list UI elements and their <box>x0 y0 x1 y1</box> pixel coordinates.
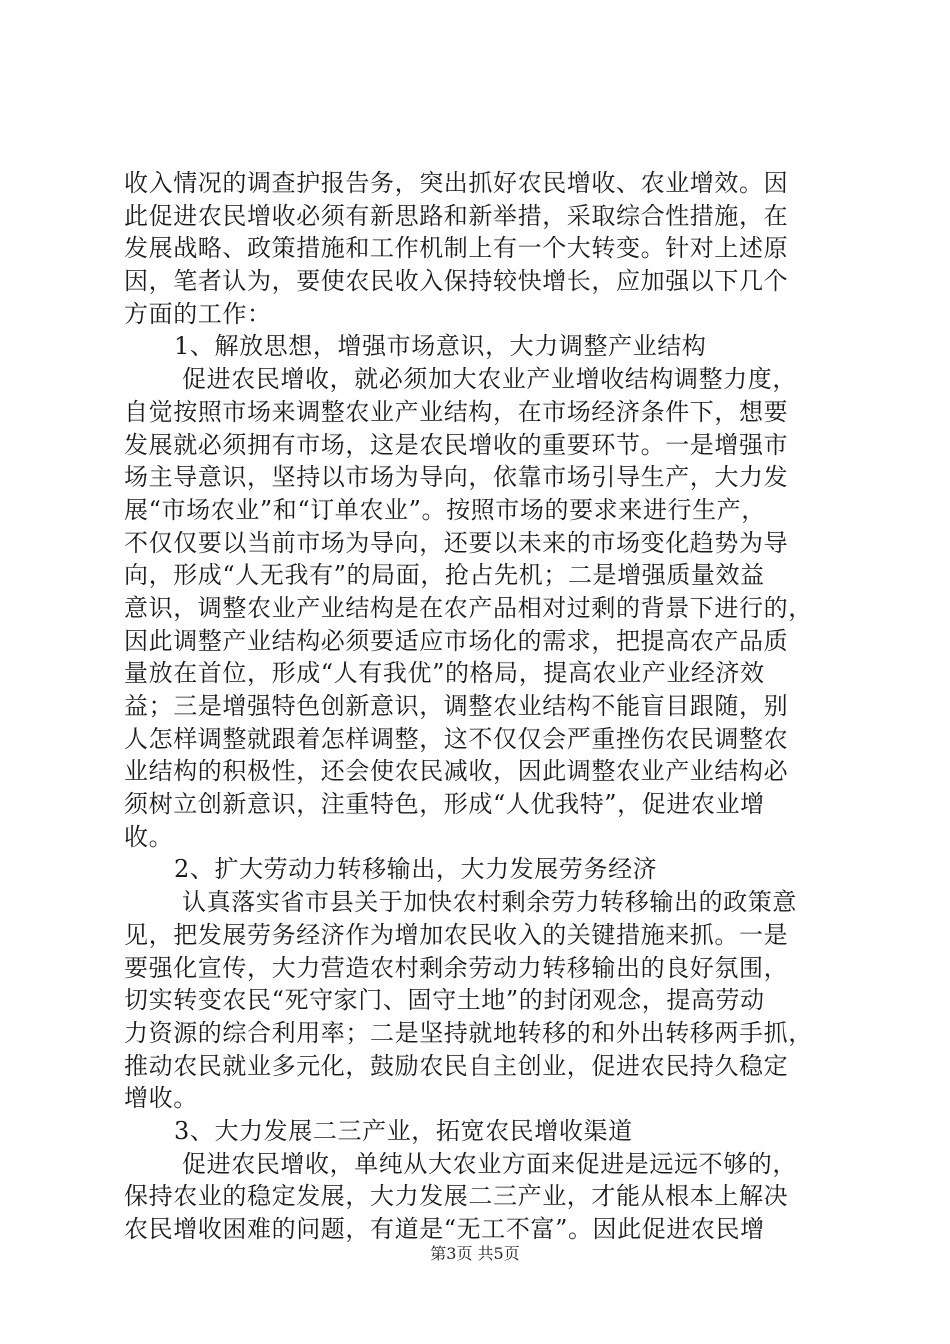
text-line: 要强化宣传，大力营造农村剩余劳动力转移输出的良好氛围， <box>124 953 789 982</box>
paragraph-first-line: 促进农民增收，就必须加大农业产业增收结构调整力度， <box>182 365 797 394</box>
paragraph-first-line: 认真落实省市县关于加快农村剩余劳力转移输出的政策意 <box>182 888 797 917</box>
text-line: 切实转变农民“死守家门、固守土地”的封闭观念，提高劳动 <box>124 986 765 1015</box>
text-line: 力资源的综合利用率；二是坚持就地转移的和外出转移两手抓， <box>124 1018 813 1047</box>
text-line: 发展就必须拥有市场，这是农民增收的重要环节。一是增强市 <box>124 430 789 459</box>
text-line: 人怎样调整就跟着怎样调整，这不仅仅会严重挫伤农民调整农 <box>124 724 789 753</box>
text-line: 须树立创新意识，注重特色，形成“人优我特”，促进农业增 <box>124 790 765 819</box>
text-line: 此促进农民增收必须有新思路和新举措，采取综合性措施，在 <box>124 201 789 230</box>
text-line: 推动农民就业多元化，鼓励农民自主创业，促进农民持久稳定 <box>124 1051 789 1080</box>
text-line: 农民增收困难的问题，有道是“无工不富”。因此促进农民增 <box>124 1215 765 1243</box>
text-line: 因此调整产业结构必须要适应市场化的需求，把提高农产品质 <box>124 626 789 655</box>
text-line: 发展战略、政策措施和工作机制上有一个大转变。针对上述原 <box>124 234 789 263</box>
section-heading: 2、扩大劳动力转移输出，大力发展劳务经济 <box>174 855 658 884</box>
text-line: 展“市场农业”和“订单农业”。按照市场的要求来进行生产， <box>124 495 766 524</box>
text-line: 向，形成“人无我有”的局面，抢占先机；二是增强质量效益 <box>124 561 765 590</box>
body-text <box>124 167 844 1246</box>
text-line: 增收。 <box>124 1084 198 1113</box>
page-footer: 第3页 共5页 <box>430 1244 520 1263</box>
text-line: 方面的工作： <box>124 299 272 328</box>
text-line: 场主导意识，坚持以市场为导向，依靠市场引导生产，大力发 <box>124 463 789 492</box>
text-line: 益；三是增强特色创新意识，调整农业结构不能盲目跟随，别 <box>124 692 789 720</box>
text-line: 量放在首位，形成“人有我优”的格局，提高农业产业经济效 <box>124 659 765 688</box>
text-line: 业结构的积极性，还会使农民减收，因此调整农业产业结构必 <box>124 757 789 786</box>
text-line: 意识，调整农业产业结构是在农产品相对过剩的背景下进行的， <box>124 593 813 622</box>
text-line: 因，笔者认为，要使农民收入保持较快增长，应加强以下几个 <box>124 267 789 296</box>
text-line: 见，把发展劳务经济作为增加农民收入的关键措施来抓。一是 <box>124 920 789 949</box>
text-line: 不仅仅要以当前市场为导向，还要以未来的市场变化趋势为导 <box>124 528 789 557</box>
text-line: 自觉按照市场来调整农业产业结构，在市场经济条件下，想要 <box>124 397 789 426</box>
paragraph-first-line: 促进农民增收，单纯从大农业方面来促进是远远不够的， <box>182 1149 797 1178</box>
text-line: 收入情况的调查护报告务，突出抓好农民增收、农业增效。因 <box>124 169 789 197</box>
section-heading: 3、大力发展二三产业，拓宽农民增收渠道 <box>174 1116 633 1145</box>
text-line: 收。 <box>124 822 174 851</box>
section-heading: 1、解放思想，增强市场意识，大力调整产业结构 <box>174 332 707 361</box>
text-line: 保持农业的稳定发展，大力发展二三产业，才能从根本上解决 <box>124 1182 789 1211</box>
